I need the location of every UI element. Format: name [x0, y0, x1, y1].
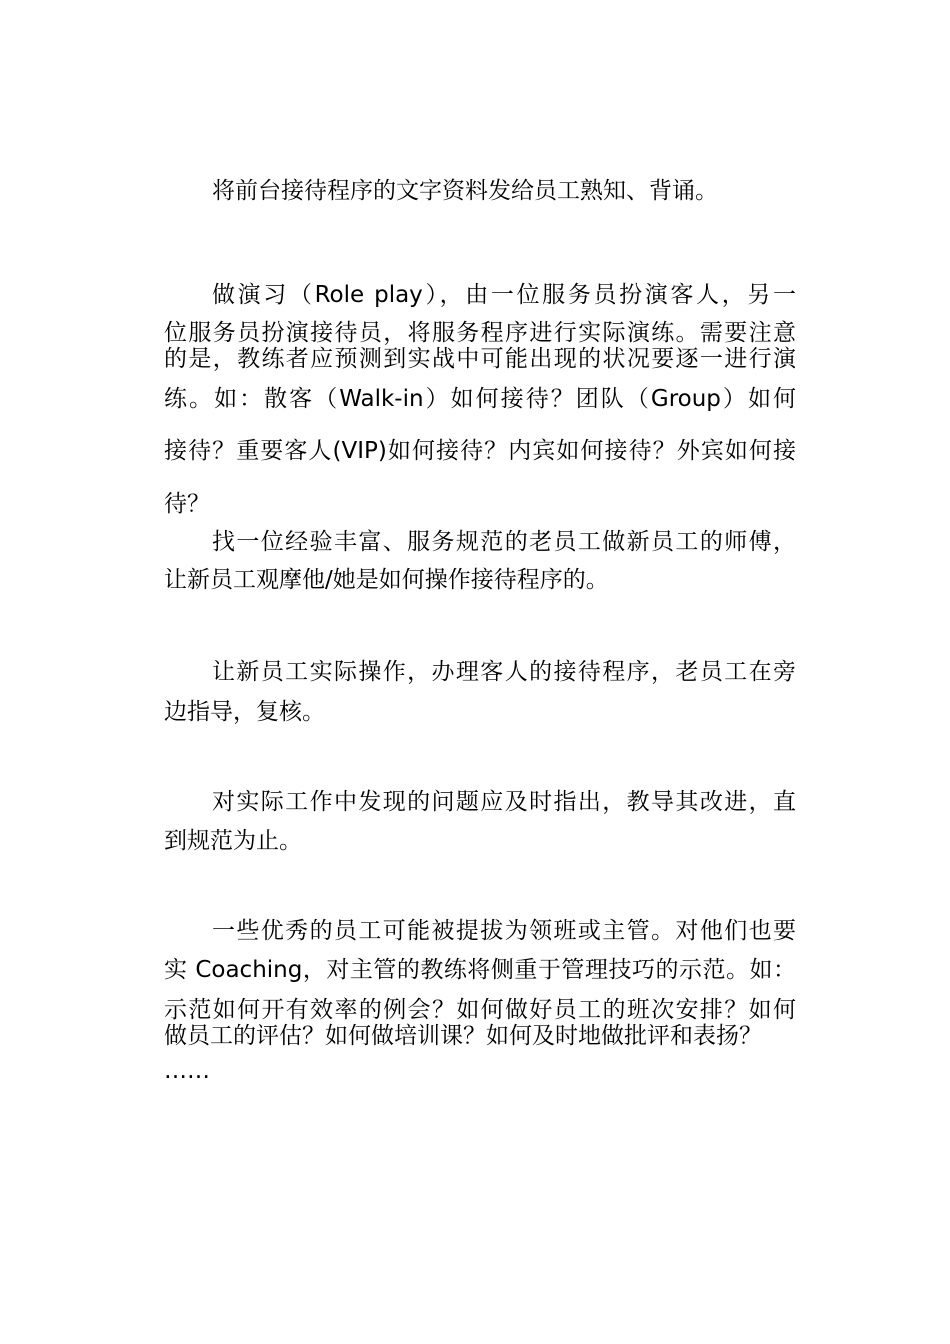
- paragraph-2-line-5: 接待？重要客人(VIP)如何接待？内宾如何接待？外宾如何接: [164, 438, 796, 464]
- paragraph-4-line-2: 边指导，复核。: [164, 699, 325, 725]
- paragraph-4-line-1: 让新员工实际操作，办理客人的接待程序，老员工在旁: [212, 659, 796, 685]
- paragraph-1-line-1: 将前台接待程序的文字资料发给员工熟知、背诵。: [212, 178, 718, 204]
- paragraph-6-line-1: 一些优秀的员工可能被提拔为领班或主管。对他们也要: [212, 918, 796, 944]
- paragraph-6-line-3: 示范如何开有效率的例会？如何做好员工的班次安排？如何: [164, 997, 796, 1023]
- paragraph-2-line-2: 位服务员扮演接待员，将服务程序进行实际演练。需要注意: [164, 320, 796, 346]
- paragraph-2-line-1: 做演习（Role play），由一位服务员扮演客人，另一: [212, 282, 796, 308]
- paragraph-2-line-6: 待？: [164, 491, 210, 517]
- paragraph-6-line-2: 实 Coaching，对主管的教练将侧重于管理技巧的示范。如：: [164, 957, 796, 983]
- paragraph-2-line-3: 的是，教练者应预测到实战中可能出现的状况要逐一进行演: [164, 346, 796, 372]
- paragraph-3-line-2: 让新员工观摩他/她是如何操作接待程序的。: [164, 567, 609, 593]
- paragraph-5-line-1: 对实际工作中发现的问题应及时指出，教导其改进，直: [212, 789, 796, 815]
- paragraph-6-line-5: ……: [164, 1058, 210, 1084]
- paragraph-6-line-4: 做员工的评估？如何做培训课？如何及时地做批评和表扬？: [164, 1023, 762, 1049]
- paragraph-5-line-2: 到规范为止。: [164, 828, 302, 854]
- paragraph-3-line-1: 找一位经验丰富、服务规范的老员工做新员工的师傅，: [212, 529, 796, 555]
- paragraph-2-line-4: 练。如：散客（Walk-in）如何接待？团队（Group）如何: [164, 386, 796, 412]
